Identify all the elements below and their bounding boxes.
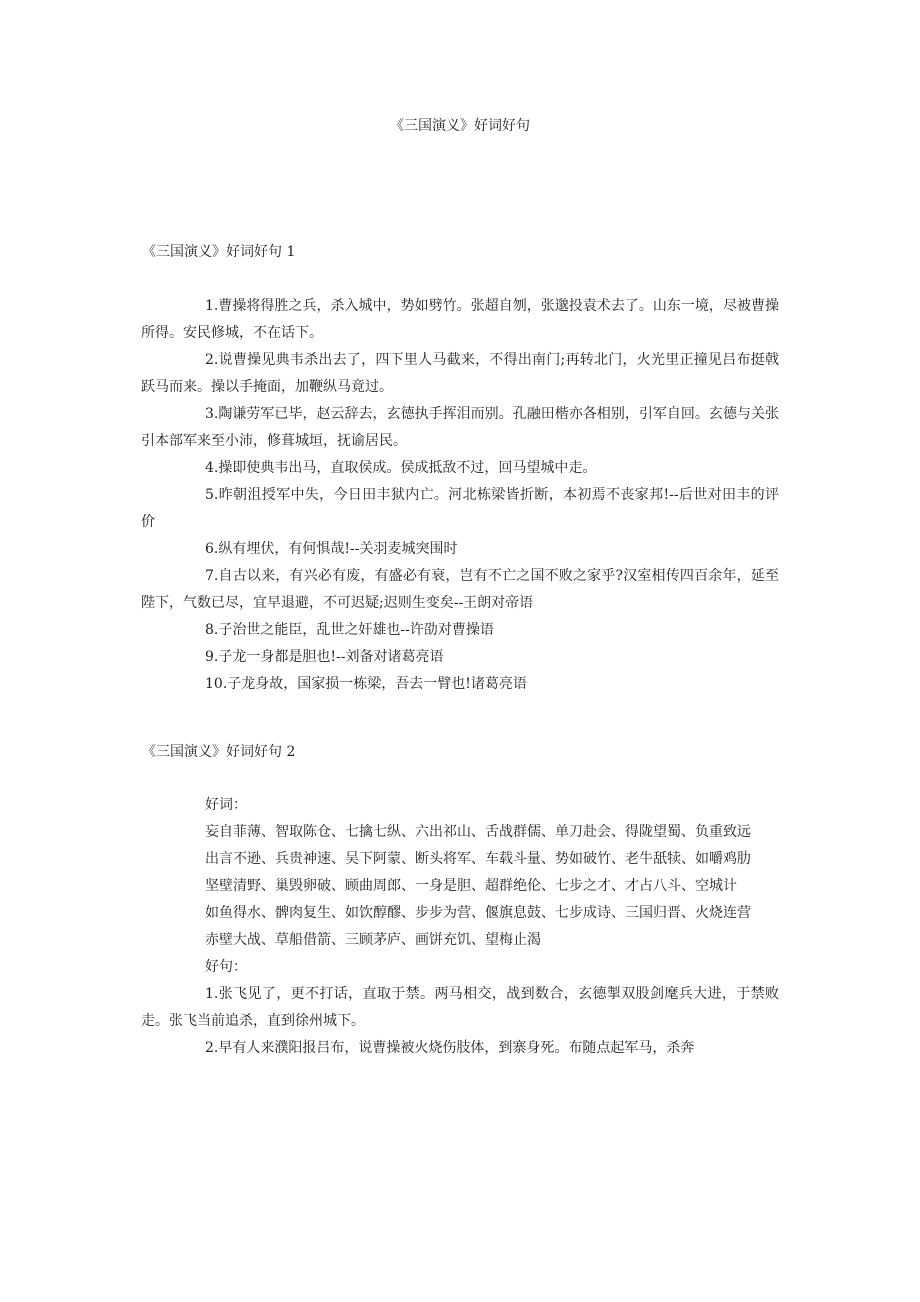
good-words-list-4: 如鱼得水、髀肉复生、如饮醇醪、步步为营、偃旗息鼓、七步成诗、三国归晋、火烧连营 (205, 905, 751, 921)
section-1-paragraph-1: 1.曹操将得胜之兵，杀入城中，势如劈竹。张超自刎，张邈投袁术去了。山东一境，尽被曹操所得。安民修城，不在话下。 (141, 298, 779, 341)
section-1-paragraph-10: 10.子龙身故，国家损一栋梁，吾去一臂也!诸葛亮语 (205, 676, 527, 692)
section-1-paragraph-4: 4.操即使典韦出马，直取侯成。侯成抵敌不过，回马望城中走。 (205, 460, 597, 476)
section-1-paragraph-8: 8.子治世之能臣，乱世之奸雄也--许劭对曹操语 (205, 622, 494, 638)
good-words-list-2: 出言不逊、兵贵神速、吴下阿蒙、断头将军、车载斗量、势如破竹、老牛舐犊、如嚼鸡肋 (205, 851, 751, 867)
section-1-paragraph-6: 6.纵有埋伏，有何惧哉!--关羽麦城突围时 (205, 541, 458, 557)
section-1-paragraph-9: 9.子龙一身都是胆也!--刘备对诸葛亮语 (205, 649, 444, 665)
section-1-paragraph-3: 3.陶谦劳军已毕，赵云辞去，玄德执手挥泪而别。孔融田楷亦各相别，引军自回。玄德与关张引本部军来至小沛，修葺城垣，抚谕居民。 (141, 406, 779, 449)
good-words-label: 好词： (205, 797, 247, 813)
section-1-paragraph-2: 2.说曹操见典韦杀出去了，四下里人马截来，不得出南门;再转北门，火光里正撞见吕布挺戟跃马而来。操以手掩面，加鞭纵马竟过。 (141, 352, 779, 395)
good-words-list-3: 坚壁清野、巢毁卵破、顾曲周郎、一身是胆、超群绝伦、七步之才、才占八斗、空城计 (205, 878, 737, 894)
section-2-body (141, 792, 779, 1062)
section-1-body (141, 293, 779, 698)
section-1-paragraph-5: 5.昨朝沮授军中失，今日田丰狱内亡。河北栋梁皆折断，本初焉不丧家邦!--后世对田丰的评价 (141, 487, 779, 530)
good-words-list-5: 赤壁大战、草船借箭、三顾茅庐、画饼充饥、望梅止渴 (205, 932, 541, 948)
good-words-list-1: 妄自菲薄、智取陈仓、七擒七纵、六出祁山、舌战群儒、单刀赴会、得陇望蜀、负重致远 (205, 824, 751, 840)
good-sentences-label: 好句： (205, 959, 247, 975)
section-1-heading: 《三国演义》好词好句 1 (142, 244, 296, 260)
good-sentence-2: 2.早有人来濮阳报吕布，说曹操被火烧伤肢体，到寨身死。布随点起军马，杀奔 (205, 1040, 695, 1056)
document-title: 《三国演义》好词好句 (390, 118, 530, 134)
section-1-paragraph-7: 7.自古以来，有兴必有废，有盛必有衰，岂有不亡之国不败之家乎?汉室相传四百余年，延至陛下，气数已尽，宜早退避，不可迟疑;迟则生变矣--王朗对帝语 (141, 568, 779, 611)
section-2-heading: 《三国演义》好词好句 2 (142, 744, 296, 760)
good-sentence-1: 1.张飞见了，更不打话，直取于禁。两马相交，战到数合，玄德掣双股剑麾兵大进，于禁败走。张飞当前追杀，直到徐州城下。 (141, 986, 779, 1029)
